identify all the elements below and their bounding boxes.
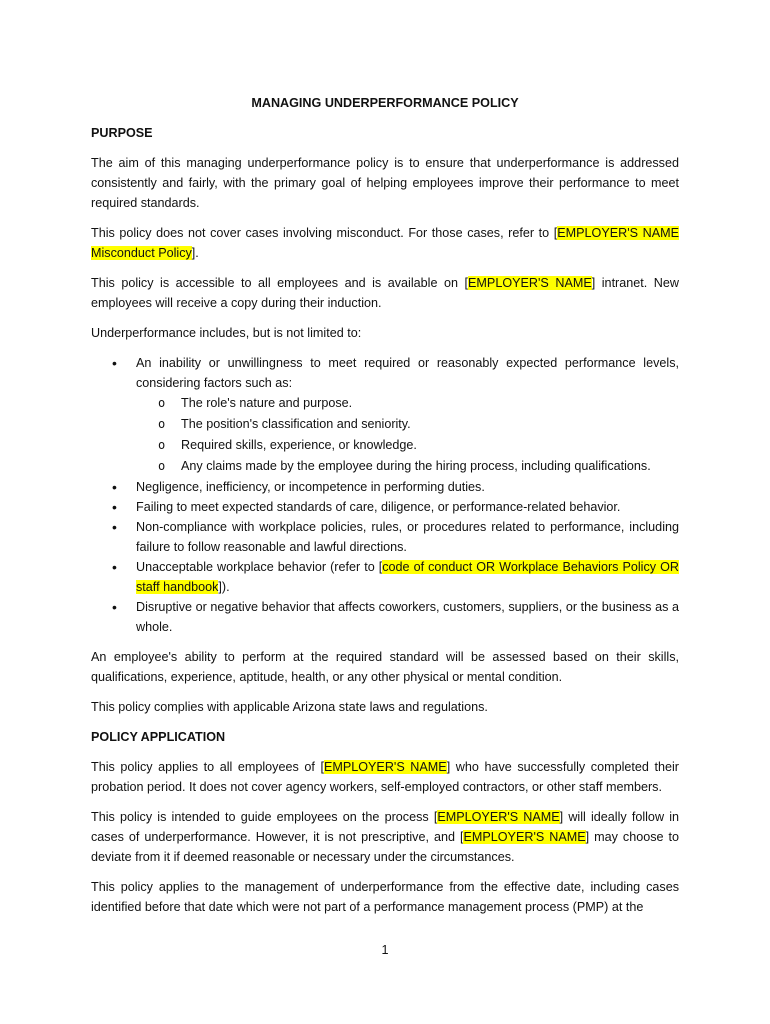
accessibility-paragraph	[91, 273, 679, 313]
highlighted-placeholder: EMPLOYER'S NAME	[437, 810, 560, 824]
compliance-paragraph: This policy complies with applicable Arizona state laws and regulations.	[91, 700, 488, 714]
misconduct-paragraph	[91, 223, 679, 263]
highlighted-placeholder: EMPLOYER'S NAME	[468, 276, 592, 290]
text-segment: This policy applies to all employees of [	[91, 760, 324, 774]
list-item: • Negligence, inefficiency, or incompetence in performing duties.	[91, 477, 679, 497]
effective-date-paragraph: This policy applies to the management of underperformance from the effective date, including cases identified before that date which were not part of a performance management process (PMP) at the	[91, 880, 679, 914]
highlighted-placeholder: code of conduct OR Workplace Behaviors Policy OR staff handbook	[136, 560, 679, 594]
highlighted-placeholder: EMPLOYER'S NAME	[463, 830, 586, 844]
policy-application-heading: POLICY APPLICATION	[91, 730, 226, 744]
purpose-paragraph: The aim of this managing underperformance policy is to ensure that underperformance is addressed consistently and fairly, with the primary goal of helping employees improve their performance to meet required standards.	[91, 156, 679, 210]
guidance-paragraph	[91, 807, 679, 867]
document-body	[91, 93, 679, 927]
highlighted-placeholder: EMPLOYER'S NAME	[323, 760, 447, 774]
document-title: MANAGING UNDERPERFORMANCE POLICY	[251, 96, 519, 110]
assessment-paragraph: An employee's ability to perform at the required standard will be assessed based on their skills, qualifications, experience, aptitude, health, or any other physical or mental condition.	[91, 650, 679, 684]
application-paragraph	[91, 757, 679, 797]
text-segment: This policy is accessible to all employees and is available on [	[91, 276, 469, 290]
text-segment: ] intranet. New employees will receive a copy during their induction.	[91, 276, 679, 310]
underperformance-intro: Underperformance includes, but is not limited to:	[91, 326, 362, 340]
sublist-item: o The position's classification and seniority.	[136, 414, 679, 435]
underperformance-list	[91, 353, 679, 637]
list-item	[91, 557, 679, 597]
highlighted-placeholder: EMPLOYER'S NAME Misconduct Policy	[91, 226, 679, 260]
sublist-item: o Required skills, experience, or knowledge.	[136, 435, 679, 456]
text-segment: Unacceptable workplace behavior (refer to [	[136, 560, 383, 574]
text-segment: ].	[191, 246, 199, 260]
factor-sublist	[136, 393, 679, 477]
text-segment: ]).	[218, 580, 230, 594]
list-item: • Failing to meet expected standards of care, diligence, or performance-related behavior.	[91, 497, 679, 517]
purpose-heading: PURPOSE	[91, 126, 153, 140]
page-number: 1	[381, 943, 389, 957]
list-item: • Disruptive or negative behavior that affects coworkers, customers, suppliers, or the business as a whole.	[91, 597, 679, 637]
text-segment: This policy does not cover cases involving misconduct. For those cases, refer to [	[91, 226, 558, 240]
text-segment: This policy is intended to guide employees on the process [	[91, 810, 438, 824]
list-item: • Non-compliance with workplace policies, rules, or procedures related to performance, including failure to follow reasonable and lawful directions.	[91, 517, 679, 557]
sublist-item: o Any claims made by the employee during the hiring process, including qualifications.	[136, 456, 679, 477]
list-item	[91, 353, 679, 477]
sublist-item: o The role's nature and purpose.	[136, 393, 679, 414]
list-item-text: An inability or unwillingness to meet required or reasonably expected performance levels, considering factors such as:	[136, 356, 679, 390]
text-segment: ] who have successfully completed their probation period. It does not cover agency workers, self-employed contractors, or other staff members.	[91, 760, 679, 794]
text-segment: ] will ideally follow in cases of underperformance. However, it is not prescriptive, and [	[91, 810, 679, 844]
text-segment: ] may choose to deviate from it if deemed reasonable or necessary under the circumstances.	[91, 830, 679, 864]
